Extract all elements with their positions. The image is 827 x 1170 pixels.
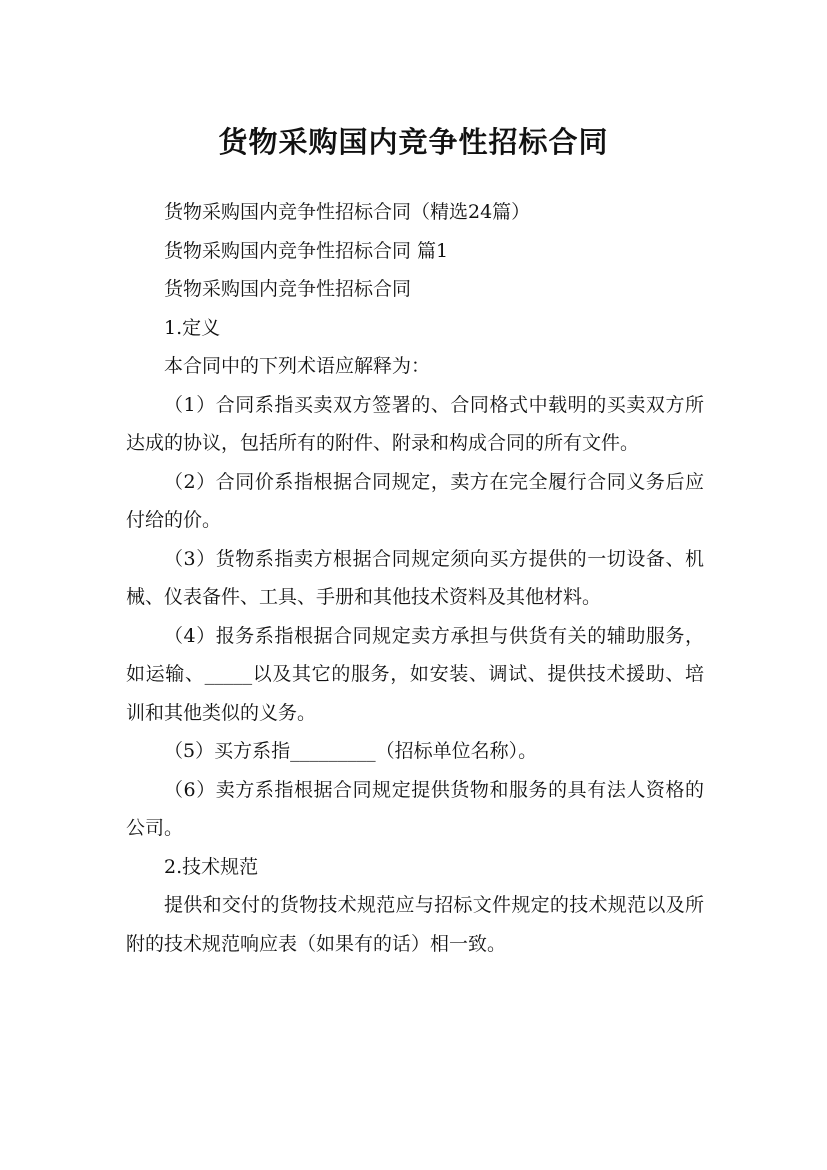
paragraph-definitions-intro: 本合同中的下列术语应解释为： xyxy=(164,355,431,377)
paragraph-part-heading: 货物采购国内竞争性招标合同 篇1 xyxy=(164,239,449,262)
clause-buyer: （5）买方系指_________（招标单位名称）。 xyxy=(164,740,538,762)
paragraph-contract-title: 货物采购国内竞争性招标合同 xyxy=(164,278,412,300)
section-heading-technical-specs: 2.技术规范 xyxy=(164,855,259,878)
clause-seller: （6）卖方系指根据合同规定提供货物和服务的具有法人资格的公司。 xyxy=(126,778,704,839)
section-heading-definitions: 1.定义 xyxy=(164,316,221,339)
clause-goods: （3）货物系指卖方根据合同规定须向买方提供的一切设备、机械、仪表备件、工具、手册和其他技术资料及其他材料。 xyxy=(126,547,704,608)
clause-contract: （1）合同系指买卖双方签署的、合同格式中载明的买卖双方所达成的协议，包括所有的附件、附录和构成合同的所有文件。 xyxy=(126,393,704,454)
paragraph-subtitle: 货物采购国内竞争性招标合同（精选24篇） xyxy=(164,201,531,223)
clause-services: （4）报务系指根据合同规定卖方承担与供货有关的辅助服务，如运输、_____以及其它的服务，如安装、调试、提供技术援助、培训和其他类似的义务。 xyxy=(126,624,704,724)
document-body xyxy=(126,193,704,963)
clause-contract-price: （2）合同价系指根据合同规定，卖方在完全履行合同义务后应付给的价。 xyxy=(126,470,704,531)
paragraph-technical-specs: 提供和交付的货物技术规范应与招标文件规定的技术规范以及所附的技术规范响应表（如果有的话）相一致。 xyxy=(126,894,704,955)
document-title: 货物采购国内竞争性招标合同 xyxy=(218,125,609,160)
